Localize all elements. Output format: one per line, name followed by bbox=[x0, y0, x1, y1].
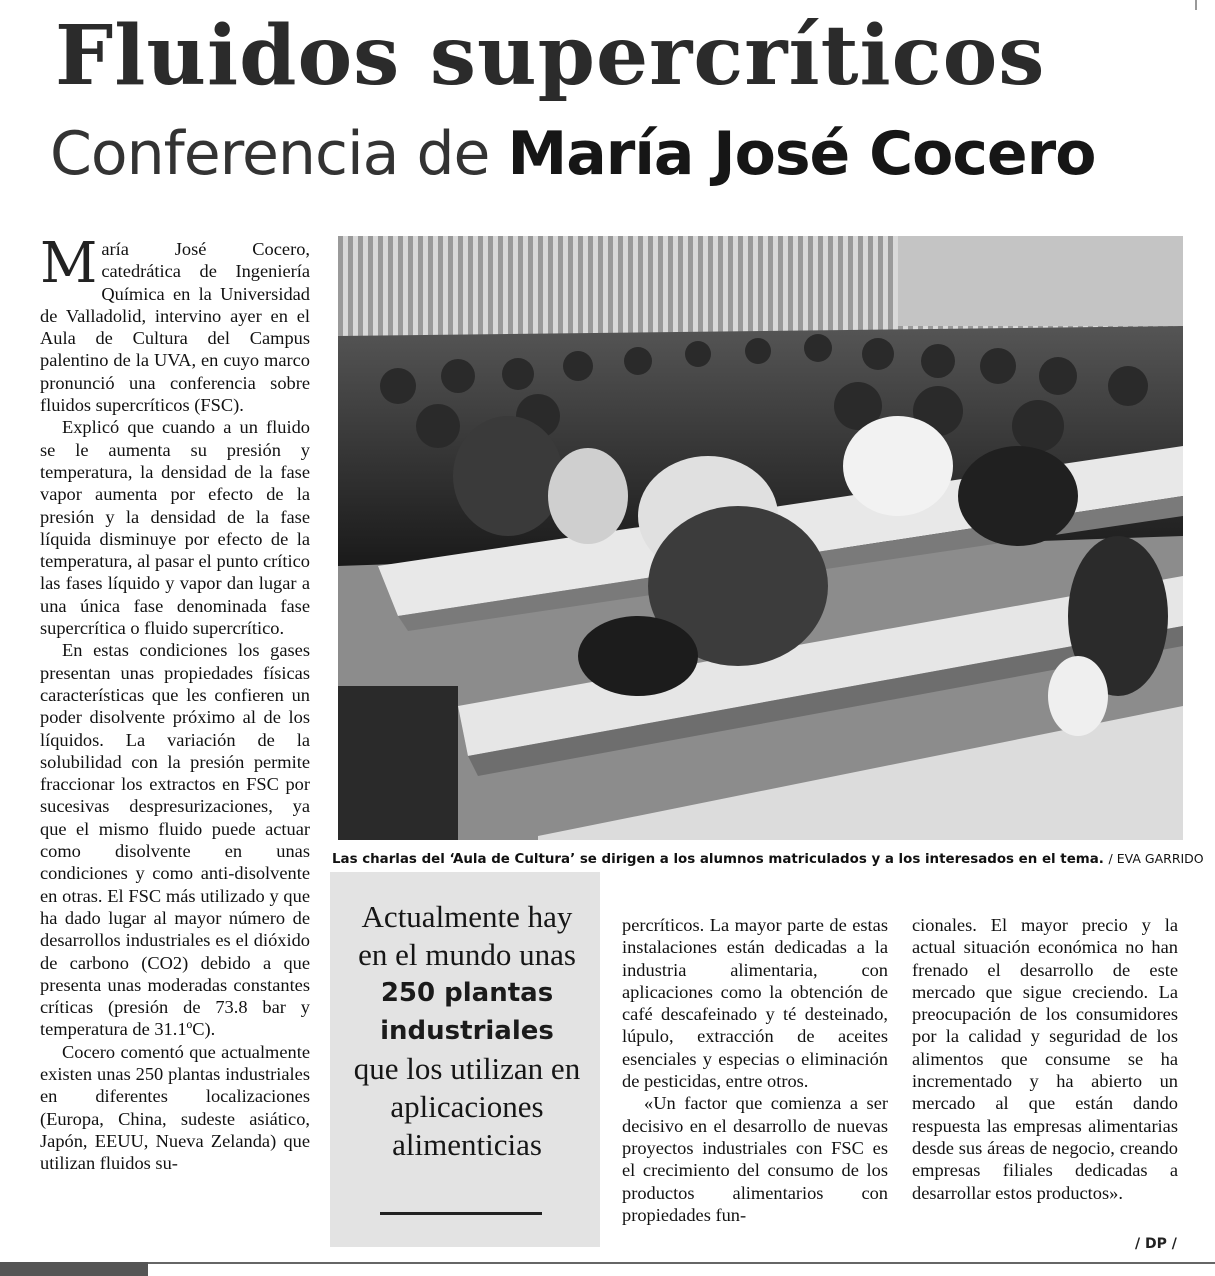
subhead-name: María José Cocero bbox=[507, 119, 1096, 189]
frame-mark bbox=[1195, 0, 1197, 10]
author-signature: / DP / bbox=[1135, 1236, 1177, 1252]
paragraph: Cocero comentó que actualmente existen unas 250 plantas industriales en diferentes localizaciones (Europa, China, sudeste asiático, Japón, EEUU, Nueva Zelanda) que utilizan fluidos su- bbox=[40, 1041, 310, 1174]
paragraph-text: aría José Cocero, catedrática de Ingeniería Química en la Universidad de Valladolid, intervino ayer en el Aula de Cultura del Campus palentino de la UVA, en cuyo marco pronunció una conferencia sobre fluidos supercríticos (FSC). bbox=[40, 239, 310, 416]
paragraph: percríticos. La mayor parte de estas instalaciones están dedicadas a la industria alimentaria, con aplicaciones como la obtención de café descafeinado y té desteinado, lúpulo, extracción de aceites esenciales y especias o eliminación de pesticidas, entre otros. bbox=[622, 915, 888, 1092]
paragraph: cionales. El mayor precio y la actual situación económica no han frenado el desarrollo de este mercado que sigue creciendo. La preocupación de los consumidores por la calidad y seguridad de los alimentos que consume se ha incrementado y ha abierto un mercado al que están dando respuesta las empresas alimentarias desde sus áreas de negocio, creando empresas filiales dedicadas a desarrollar estos productos». bbox=[912, 915, 1178, 1203]
bottom-bar bbox=[0, 1262, 148, 1276]
photo-credit: / EVA GARRIDO bbox=[1108, 851, 1204, 866]
subheadline bbox=[50, 112, 1200, 196]
paragraph: «Un factor que comienza a ser decisivo en el desarrollo de nuevas proyectos industriales con FSC es el crecimiento del consumo de los productos alimentarios con propiedades fun- bbox=[622, 1093, 888, 1225]
paragraph: Explicó que cuando a un fluido se le aumenta su presión y temperatura, la densidad de la fase vapor aumenta por efecto de la presión y la densidad de la fase líquida disminuye por efecto de la temperatura, al pasar el punto crítico las fases líquido y vapor dan lugar a una única fase denominada fase supercrítica o fluido supercrítico. bbox=[40, 417, 310, 639]
paragraph bbox=[40, 238, 310, 416]
caption-text: Las charlas del ‘Aula de Cultura’ se dirigen a los alumnos matriculados y a los interesados en el tema. bbox=[332, 852, 1104, 867]
pullquote-line1: Actualmente hay en el mundo unas bbox=[358, 899, 576, 972]
article-column-4 bbox=[912, 914, 1178, 1234]
pullquote bbox=[348, 898, 586, 1164]
article-column-1 bbox=[40, 238, 310, 1263]
photo-icon bbox=[338, 236, 1183, 840]
paragraph: En estas condiciones los gases presentan unas propiedades físicas características que les confieren un poder disolvente próximo al de los líquidos. La variación de la solubilidad con la presión permite fraccionar los extractos en FSC por sucesivas despresurizaciones, ya que el mismo fluido puede actuar como disolvente en unas condiciones y como anti-disolvente en otras. El FSC más utilizado y que ha dado lugar al mayor número de desarrollos industriales es el dióxido de carbono (CO2) debido a que presenta unas moderadas constantes críticas (presión de 73.8 bar y temperatura de 31.1ºC). bbox=[40, 640, 310, 1040]
lecture-hall-photo bbox=[338, 236, 1183, 840]
pullquote-rule bbox=[380, 1212, 542, 1215]
subhead-prefix: Conferencia de bbox=[50, 119, 490, 189]
pullquote-line2: que los utilizan en aplicaciones alimenticias bbox=[353, 1051, 581, 1162]
photo-caption bbox=[332, 850, 1202, 869]
headline: Fluidos supercríticos bbox=[55, 8, 1046, 104]
bottom-rule bbox=[0, 1262, 1215, 1264]
pullquote-emphasis: 250 plantas industriales bbox=[380, 978, 554, 1046]
article-column-3 bbox=[622, 914, 888, 1254]
drop-cap: M bbox=[40, 238, 98, 296]
